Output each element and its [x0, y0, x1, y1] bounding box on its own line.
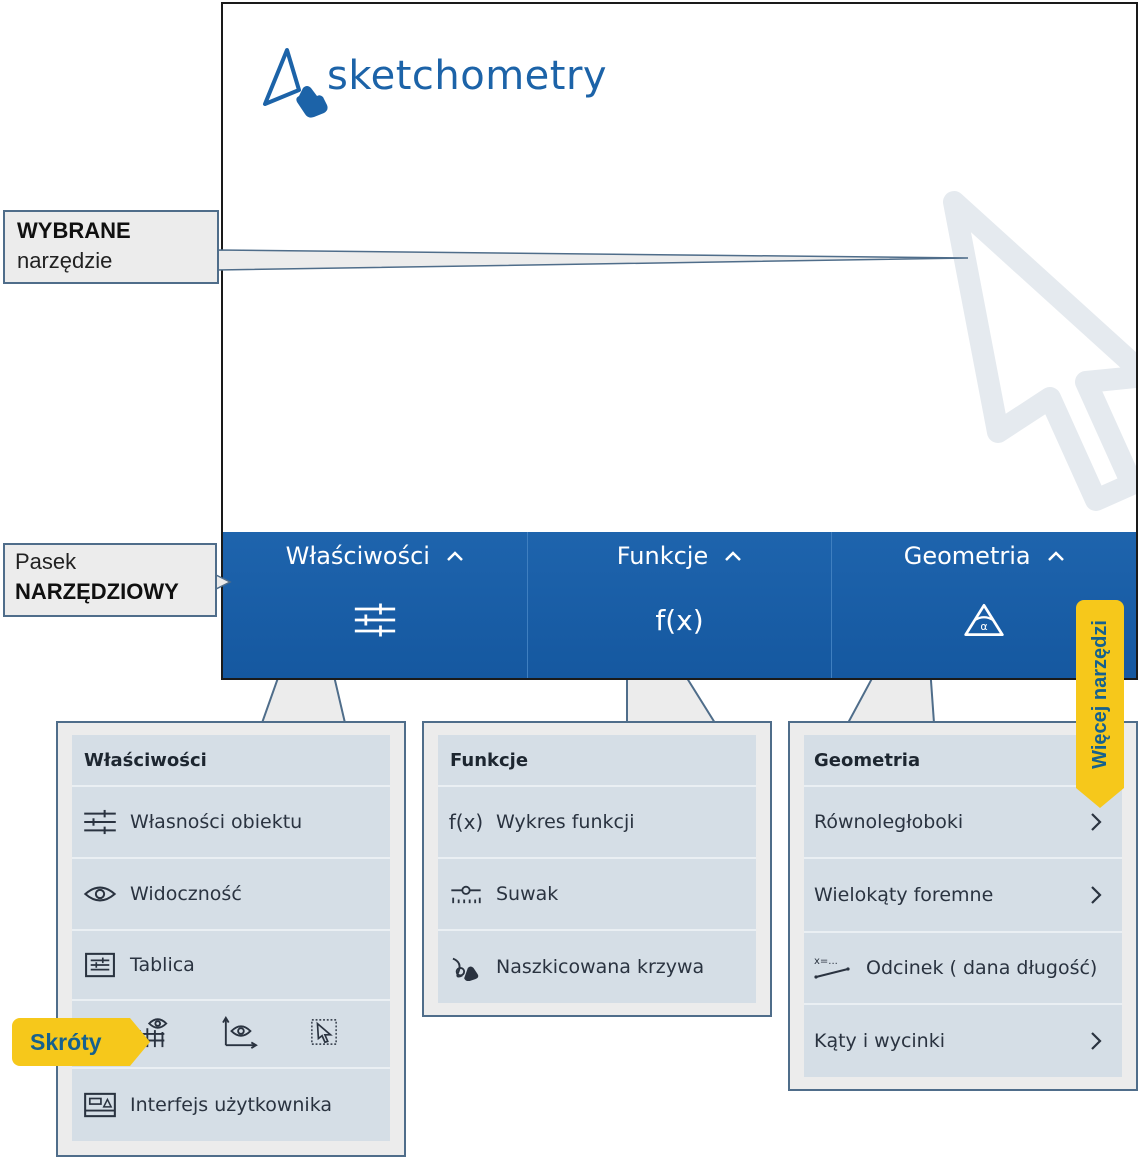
menu-item-rownoleglooboki[interactable] [804, 787, 1122, 859]
logo-cursor-icon [259, 42, 333, 118]
menu-item-label: Naszkicowana krzywa [496, 956, 705, 978]
menu-item-label: Widoczność [130, 883, 242, 905]
menu-item-tablica[interactable] [72, 931, 390, 1001]
menu-item-label: Tablica [130, 954, 195, 976]
axes-eye-icon[interactable] [222, 1015, 258, 1054]
menu-item-label: Interfejs użytkownika [130, 1094, 333, 1116]
board-icon [82, 950, 118, 980]
selected-tool-cursor-icon [936, 184, 1138, 544]
chevron-right-icon [1090, 1031, 1102, 1051]
menu-item-label: Odcinek ( dana długość) [866, 957, 1098, 979]
menu-item-wlasnosci-obiektu[interactable] [72, 787, 390, 859]
panel-wlasciwosci [56, 721, 406, 1157]
segment-length-icon-text: x=... [814, 956, 838, 967]
triangle-angle-icon[interactable] [960, 598, 1008, 642]
menu-item-label: Kąty i wycinki [814, 1030, 945, 1052]
menu-item-katy-i-wycinki[interactable] [804, 1005, 1122, 1077]
logo-wordmark: sketchometry [327, 53, 608, 99]
panel-funkcje [422, 721, 772, 1017]
eye-icon [82, 879, 118, 909]
menu-item-suwak[interactable] [438, 859, 756, 931]
panel-title: Funkcje [450, 749, 529, 771]
menu-item-widocznosc[interactable] [72, 859, 390, 931]
toolbar-section-label: Właściwości [285, 542, 430, 570]
toolbar-section-funkcje[interactable] [528, 532, 833, 678]
more-tools-badge-label: Więcej narzędzi [1088, 619, 1111, 769]
menu-item-label: Wielokąty foremne [814, 884, 994, 906]
toolbar-section-wlasciwosci[interactable] [223, 532, 528, 678]
callout-bold-text: WYBRANE [17, 218, 131, 243]
menu-item-naszkicowana-krzywa[interactable] [438, 931, 756, 1003]
chevron-up-icon [446, 550, 464, 562]
ui-window-icon [82, 1090, 118, 1120]
select-cursor-icon[interactable] [310, 1018, 338, 1051]
sketch-curve-icon [448, 952, 484, 982]
sketchometry-logo [259, 42, 607, 118]
main-toolbar [223, 532, 1136, 678]
menu-item-label: Własności obiektu [130, 811, 303, 833]
sliders-icon [82, 807, 118, 837]
chevron-up-icon [1047, 550, 1065, 562]
panel-title-row [804, 735, 1122, 787]
menu-item-odcinek-dana-dlugosc[interactable] [804, 933, 1122, 1005]
menu-item-label: Równoległoboki [814, 811, 964, 833]
shortcuts-badge [12, 1018, 130, 1066]
sliders-icon[interactable] [351, 598, 399, 642]
panel-title: Geometria [814, 749, 921, 771]
menu-item-label: Wykres funkcji [496, 811, 635, 833]
callout-light-text: narzędzie [17, 248, 113, 273]
chevron-right-icon [1090, 885, 1102, 905]
svg-text:α: α [980, 620, 988, 634]
menu-item-wykres-funkcji[interactable] [438, 787, 756, 859]
segment-length-icon [814, 953, 854, 983]
toolbar-section-label: Geometria [903, 542, 1031, 570]
callout-selected-tool [3, 210, 219, 284]
chevron-right-icon [1090, 812, 1102, 832]
function-icon: f(x) [448, 810, 484, 834]
callout-bold-text: NARZĘDZIOWY [15, 579, 179, 604]
callout-light-text: Pasek [15, 549, 77, 574]
panel-title-row [72, 735, 390, 787]
app-window [221, 2, 1138, 680]
menu-item-label: Suwak [496, 883, 559, 905]
toolbar-section-label: Funkcje [616, 542, 709, 570]
more-tools-badge [1076, 600, 1124, 788]
function-icon[interactable]: f(x) [655, 603, 704, 637]
menu-item-wielokaty-foremne[interactable] [804, 859, 1122, 933]
slider-icon [448, 879, 484, 909]
panel-title: Właściwości [84, 749, 207, 771]
menu-item-interfejs-uzytkownika[interactable] [72, 1069, 390, 1141]
callout-toolbar [3, 543, 217, 617]
chevron-up-icon [724, 550, 742, 562]
shortcuts-badge-label: Skróty [30, 1028, 102, 1055]
panel-title-row [438, 735, 756, 787]
